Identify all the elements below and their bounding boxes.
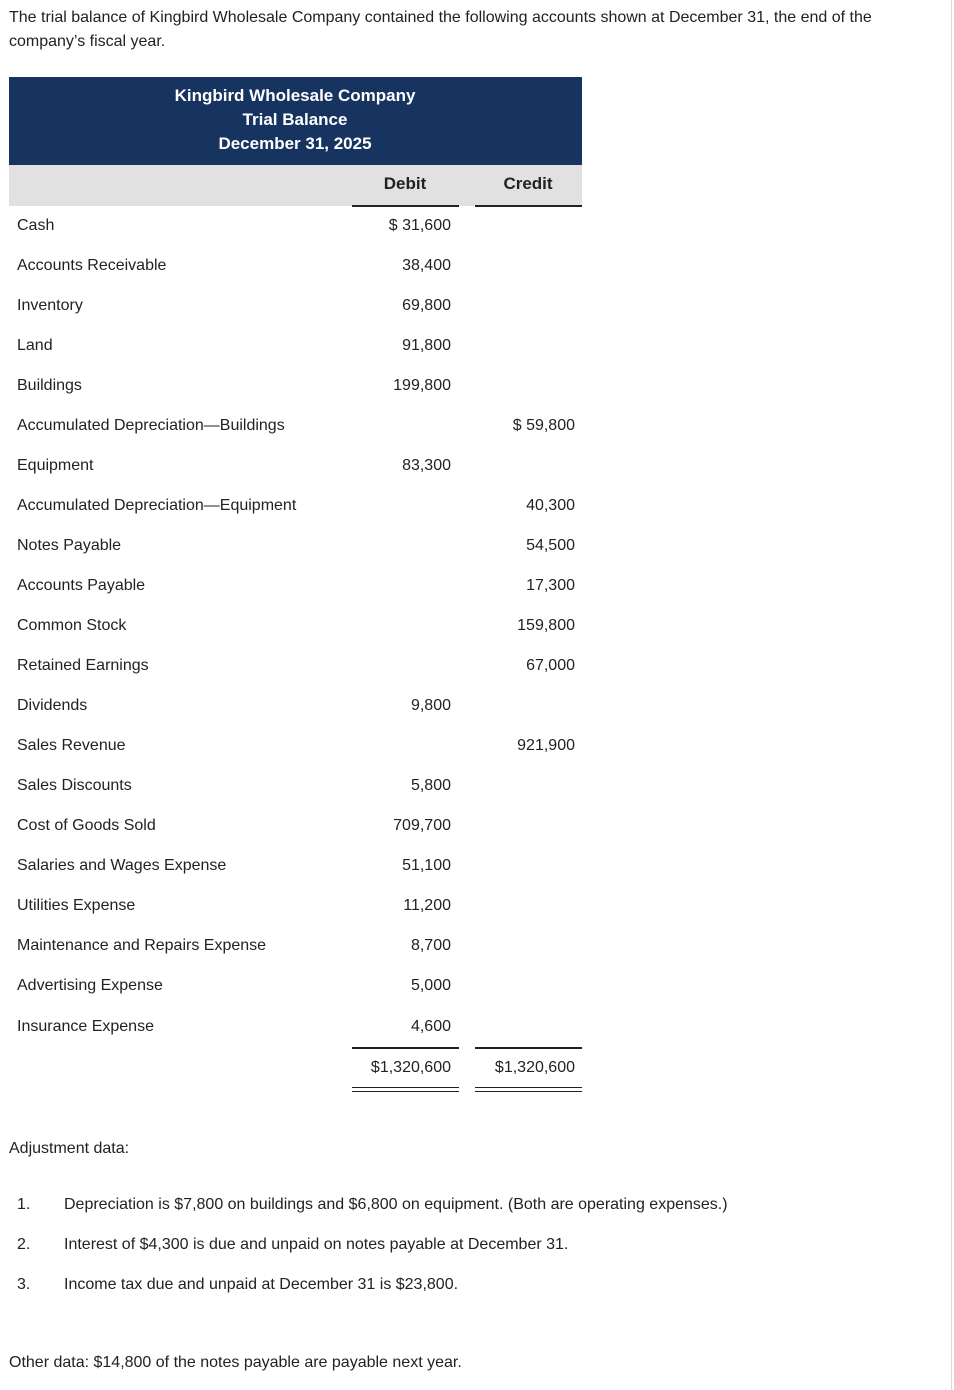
table-row (0, 406, 600, 446)
account-name: Buildings (17, 377, 82, 394)
account-name: Land (17, 337, 53, 354)
account-name: Utilities Expense (17, 897, 136, 914)
table-row (0, 646, 600, 686)
credit-amount: 40,300 (526, 497, 575, 514)
table-row (0, 606, 600, 646)
adjustment-text: Depreciation is $7,800 on buildings and $6,800 on equipment. (Both are operating expenses.) (64, 1196, 728, 1213)
credit-amount: 67,000 (526, 657, 575, 674)
account-name: Dividends (17, 697, 88, 714)
account-name: Cash (17, 217, 55, 234)
debit-amount: 91,800 (402, 337, 451, 354)
table-row (0, 566, 600, 606)
page-edge-divider (951, 0, 952, 1390)
statement-date: December 31, 2025 (218, 134, 372, 153)
table-row (0, 966, 600, 1006)
total-credit: $1,320,600 (494, 1059, 575, 1076)
account-name: Common Stock (17, 617, 127, 634)
statement-title: Trial Balance (242, 110, 348, 129)
table-row (0, 926, 600, 966)
account-name: Inventory (17, 297, 83, 314)
adjustment-text: Income tax due and unpaid at December 31 is $23,800. (64, 1276, 459, 1293)
debit-amount: 9,800 (410, 697, 451, 714)
adjustment-item (0, 1274, 940, 1296)
table-row (0, 886, 600, 926)
adjustment-data-title: Adjustment data: (9, 1140, 130, 1157)
table-row (0, 326, 600, 366)
table-row (0, 806, 600, 846)
trial-balance-header (9, 77, 582, 165)
credit-amount: $ 59,800 (512, 417, 575, 434)
account-name: Sales Discounts (17, 777, 132, 794)
intro-text: The trial balance of Kingbird Wholesale Company contained the following accounts shown at December 31, the end of the company’s fiscal year. (9, 9, 872, 50)
account-name: Accumulated Depreciation—Equipment (17, 497, 297, 514)
adjustment-item (0, 1194, 940, 1216)
debit-amount: 51,100 (402, 857, 451, 874)
account-name: Accumulated Depreciation—Buildings (17, 417, 285, 434)
account-name: Accounts Receivable (17, 257, 167, 274)
account-name: Equipment (17, 457, 94, 474)
adjustment-number: 2. (17, 1236, 31, 1253)
table-row (0, 726, 600, 766)
table-row (0, 1007, 600, 1047)
total-debit: $1,320,600 (370, 1059, 451, 1076)
debit-amount: $ 31,600 (388, 217, 451, 234)
debit-amount: 5,000 (410, 977, 451, 994)
debit-double-underline (352, 1087, 459, 1092)
table-row (0, 766, 600, 806)
table-row (0, 246, 600, 286)
adjustment-number: 1. (17, 1196, 31, 1213)
credit-amount: 54,500 (526, 537, 575, 554)
account-name: Sales Revenue (17, 737, 126, 754)
debit-amount: 38,400 (402, 257, 451, 274)
table-row (0, 526, 600, 566)
account-name: Accounts Payable (17, 577, 146, 594)
table-row (0, 446, 600, 486)
credit-double-underline (475, 1087, 582, 1092)
credit-amount: 921,900 (517, 737, 575, 754)
account-name: Retained Earnings (17, 657, 149, 674)
table-row (0, 206, 600, 246)
table-row (0, 486, 600, 526)
debit-sum-line (352, 1047, 459, 1049)
debit-column-header: Debit (383, 174, 427, 193)
account-name: Insurance Expense (17, 1018, 154, 1035)
debit-amount: 4,600 (410, 1018, 451, 1035)
adjustment-item (0, 1234, 940, 1256)
account-name: Salaries and Wages Expense (17, 857, 227, 874)
account-name: Cost of Goods Sold (17, 817, 156, 834)
table-row (0, 846, 600, 886)
table-row (0, 286, 600, 326)
company-name: Kingbird Wholesale Company (174, 86, 416, 105)
account-name: Advertising Expense (17, 977, 163, 994)
adjustment-text: Interest of $4,300 is due and unpaid on notes payable at December 31. (64, 1236, 569, 1253)
credit-amount: 159,800 (517, 617, 575, 634)
debit-amount: 83,300 (402, 457, 451, 474)
debit-amount: 8,700 (410, 937, 451, 954)
credit-sum-line (475, 1047, 582, 1049)
debit-amount: 709,700 (393, 817, 451, 834)
table-row (0, 686, 600, 726)
credit-column-header: Credit (503, 174, 553, 193)
debit-amount: 199,800 (393, 377, 451, 394)
debit-amount: 11,200 (403, 897, 451, 914)
table-row (0, 366, 600, 406)
debit-amount: 5,800 (410, 777, 451, 794)
credit-amount: 17,300 (526, 577, 575, 594)
account-name: Notes Payable (17, 537, 122, 554)
account-name: Maintenance and Repairs Expense (17, 937, 267, 954)
debit-amount: 69,800 (402, 297, 451, 314)
other-data-text: Other data: $14,800 of the notes payable are payable next year. (9, 1354, 462, 1371)
adjustment-number: 3. (17, 1276, 31, 1293)
